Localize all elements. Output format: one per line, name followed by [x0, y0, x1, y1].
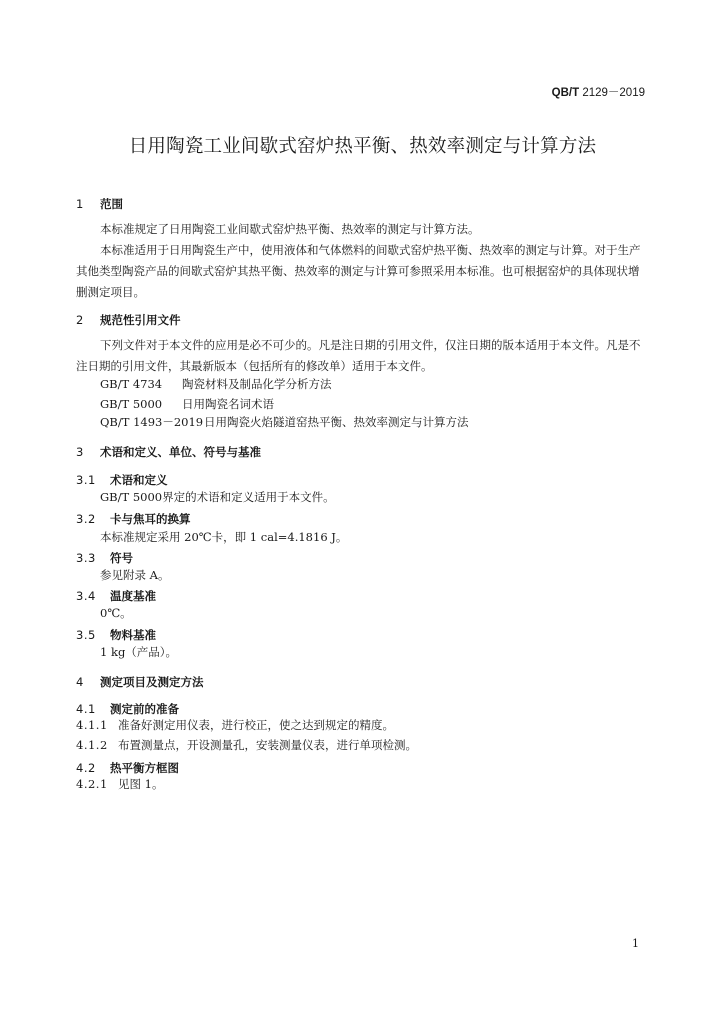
section-number: 3 [76, 445, 84, 459]
section-title: 术语和定义、单位、符号与基准 [100, 445, 261, 459]
page-number: 1 [632, 937, 639, 950]
subsection-text: 1 kg（产品）。 [100, 645, 178, 659]
subsection-number: 4.1 [76, 702, 96, 716]
subsection-title: 热平衡方框图 [110, 761, 179, 775]
reference-name: 日用陶瓷火焰隧道窑热平衡、热效率测定与计算方法 [204, 415, 469, 429]
reference-code: GB/T 4734 [100, 377, 163, 391]
reference-item [100, 412, 469, 433]
section-heading-1 [76, 196, 123, 212]
references-intro: 下列文件对于本文件的应用是必不可少的。凡是注日期的引用文件，仅注日期的版本适用于本文件。凡是不注日期的引用文件，其最新版本（包括所有的修改单）适用于本文件。 [76, 338, 641, 373]
section-number: 1 [76, 197, 84, 211]
section-title: 规范性引用文件 [100, 313, 181, 327]
subsection-number: 3.4 [76, 589, 96, 603]
clause-text: 见图 1。 [118, 777, 164, 791]
clause-number: 4.1.1 [76, 718, 108, 732]
subsection-heading [76, 511, 191, 527]
subsection-title: 符号 [110, 551, 133, 565]
section-title: 测定项目及测定方法 [100, 675, 204, 689]
subsection-number: 3.3 [76, 551, 96, 565]
clause-item [76, 735, 417, 756]
reference-name: 陶瓷材料及制品化学分析方法 [182, 377, 332, 391]
standard-code-prefix: QB/T [551, 87, 580, 99]
section-number: 4 [76, 675, 84, 689]
scope-paragraph-2: 本标准适用于日用陶瓷生产中，使用液体和气体燃料的间歇式窑炉热平衡、热效率的测定与计算。对于生产其他类型陶瓷产品的间歇式窑炉其热平衡、热效率的测定与计算可参照采用本标准。也可根据窑炉的具体现状增删测定项目。 [76, 243, 641, 299]
subsection-text: 参见附录 A。 [100, 568, 170, 582]
clause-item [76, 774, 163, 795]
subsection-title: 温度基准 [110, 589, 156, 603]
subsection-heading [76, 472, 168, 488]
clause-text: 布置测量点，开设测量孔，安装测量仪表，进行单项检测。 [118, 738, 417, 752]
clause-number: 4.1.2 [76, 738, 108, 752]
subsection-number: 3.1 [76, 473, 96, 487]
reference-code: GB/T 5000 [100, 397, 163, 411]
section-heading-2 [76, 312, 181, 328]
clause-number: 4.2.1 [76, 777, 108, 791]
section-heading-4 [76, 674, 204, 690]
subsection-number: 3.2 [76, 512, 96, 526]
subsection-title: 物料基准 [110, 628, 156, 642]
subsection-text: 0℃。 [100, 606, 132, 620]
subsection-number: 3.5 [76, 628, 96, 642]
subsection-heading [76, 588, 156, 604]
standard-code [552, 84, 645, 100]
subsection-number: 4.2 [76, 761, 96, 775]
subsection-title: 测定前的准备 [110, 702, 179, 716]
document-title: 日用陶瓷工业间歇式窑炉热平衡、热效率测定与计算方法 [128, 136, 597, 157]
clause-text: 准备好测定用仪表，进行校正，使之达到规定的精度。 [118, 718, 394, 732]
subsection-text: GB/T 5000界定的术语和定义适用于本文件。 [100, 490, 335, 504]
scope-paragraph-1: 本标准规定了日用陶瓷工业间歇式窑炉热平衡、热效率的测定与计算方法。 [100, 222, 480, 236]
subsection-heading [76, 550, 133, 566]
subsection-heading [76, 627, 156, 643]
subsection-title: 卡与焦耳的换算 [110, 512, 191, 526]
reference-code: QB/T 1493－2019 [100, 415, 204, 429]
section-title: 范围 [100, 197, 123, 211]
section-heading-3 [76, 444, 261, 460]
subsection-title: 术语和定义 [110, 473, 168, 487]
clause-item [76, 715, 394, 736]
reference-item [100, 374, 332, 395]
section-number: 2 [76, 313, 84, 327]
reference-name: 日用陶瓷名词术语 [182, 397, 274, 411]
subsection-text: 本标准规定采用 20℃卡，即 1 cal=4.1816 J。 [100, 530, 348, 544]
standard-code-number: 2129－2019 [579, 87, 645, 99]
